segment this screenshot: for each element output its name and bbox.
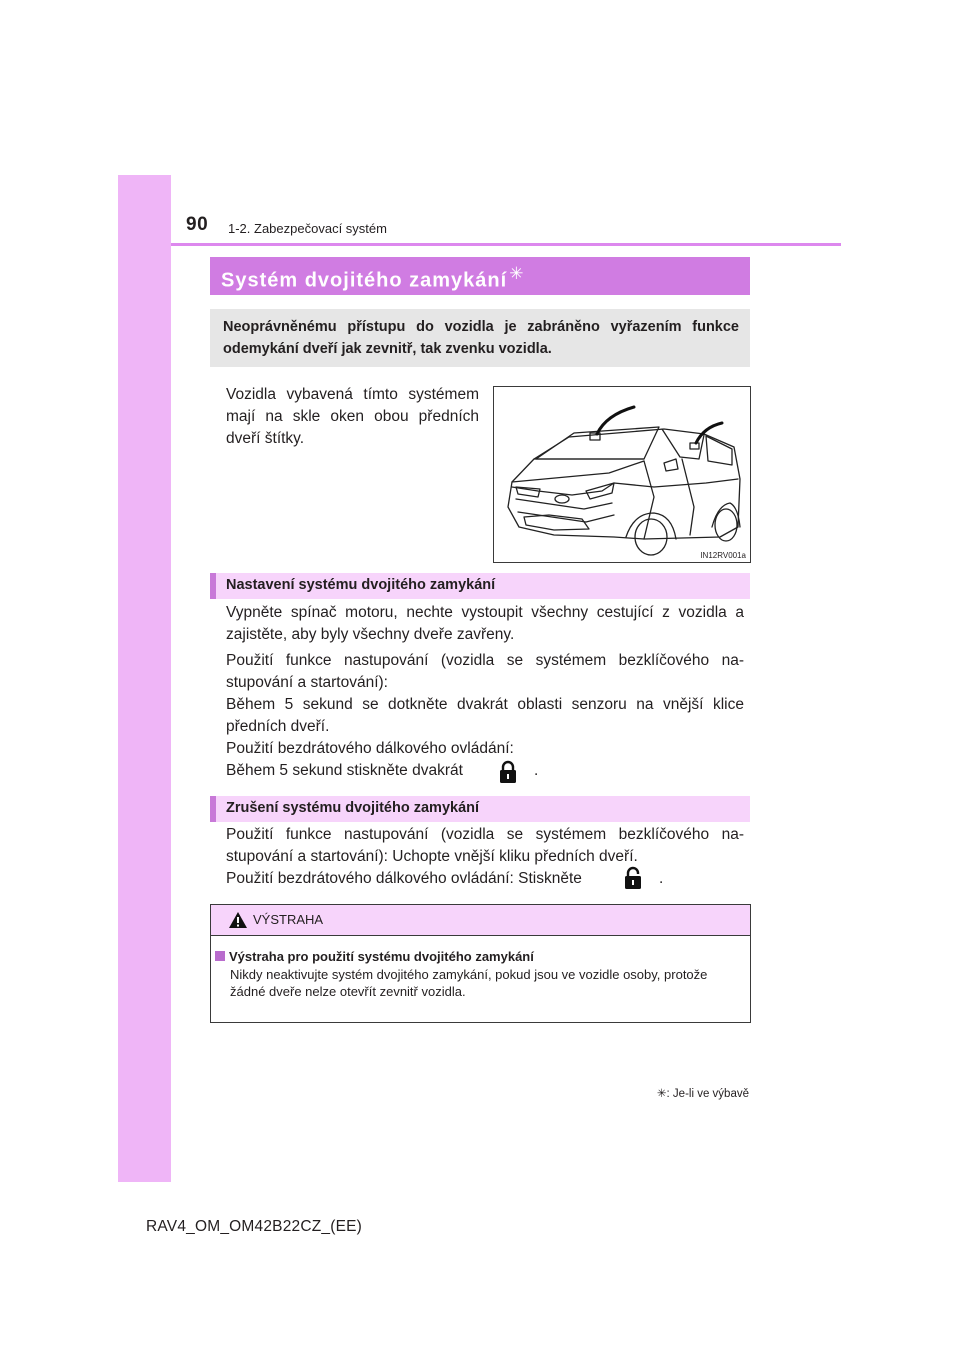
subheading-cancel [210, 796, 750, 822]
subheading-accent [210, 573, 216, 599]
subheading-cancel-text: Zrušení systému dvojitého zamykání [226, 800, 480, 816]
asterisk-mark: ✳ [509, 264, 525, 283]
subheading-setting [210, 573, 750, 599]
footnote: ✳: Je-li ve výbavě [656, 1088, 749, 1100]
chapter-title: 1-2. Zabezpečovací systém [228, 221, 387, 236]
warning-label: VÝSTRAHA [253, 912, 324, 927]
entry-line-4: předních dveří. [226, 718, 330, 735]
cancel-remote-line: Použití bezdrátového dálkového ovládání: Stiskněte [226, 870, 582, 887]
warning-header [211, 905, 750, 936]
intro-text: Neoprávněnému přístupu do vozidla je zabráněno vyřazením funkce odemykání dveří jak zevnitř, tak zvenku vozidla. [223, 319, 739, 357]
vehicle-label-text: Vozidla vybavená tímto systémem mají na skle oken obou předních dveří štítky. [226, 386, 479, 447]
period: . [534, 762, 539, 779]
intro-box [210, 309, 750, 367]
page-number: 90 [186, 214, 209, 235]
cancel-entry-line-1: Použití funkce nastupování (vozidla se systémem bezklíčového na- [226, 826, 744, 843]
header-rule [171, 243, 841, 246]
document-code: RAV4_OM_OM42B22CZ_(EE) [146, 1218, 363, 1235]
car-illustration [493, 386, 751, 563]
lock-icon [498, 760, 518, 784]
section-title-text: Systém dvojitého zamykání [221, 269, 508, 292]
period: . [659, 870, 664, 887]
entry-line-3: Během 5 sekund se dotkněte dvakrát oblasti senzoru na vnější klice [226, 696, 744, 713]
warning-body: Nikdy neaktivujte systém dvojitého zamykání, pokud jsou ve vozidle osoby, protože žádné dveře nelze otevřít zevnitř vozidla. [230, 967, 708, 999]
step-switch-off: Vypněte spínač motoru, nechte vystoupit všechny cestující z vozidla a zajistěte, aby byly všechny dveře zavřeny. [226, 604, 744, 643]
entry-line-1: Použití funkce nastupování (vozidla se systémem bezklíčového na- [226, 652, 744, 669]
cancel-entry-line-2: stupování a startování): Uchopte vnější kliku předních dveří. [226, 848, 638, 865]
chapter-sidebar-tab [118, 175, 171, 1182]
unlock-icon [623, 866, 643, 890]
figure-label: IN12RV001a [700, 551, 746, 560]
warning-subheading [215, 949, 534, 964]
subheading-accent [210, 796, 216, 822]
subheading-setting-text: Nastavení systému dvojitého zamykání [226, 577, 496, 593]
section-title-bar [210, 257, 750, 295]
remote-line-2: Během 5 sekund stiskněte dvakrát [226, 762, 463, 779]
car-drawing [494, 387, 750, 562]
entry-line-2: stupování a startování): [226, 674, 388, 691]
warning-triangle-icon [228, 911, 248, 929]
bullet-square-icon [215, 951, 225, 961]
warning-box [210, 904, 751, 1023]
section-title [221, 264, 524, 293]
warning-subheading-text: Výstraha pro použití systému dvojitého zamykání [229, 949, 534, 964]
remote-line-1: Použití bezdrátového dálkového ovládání: [226, 740, 514, 757]
